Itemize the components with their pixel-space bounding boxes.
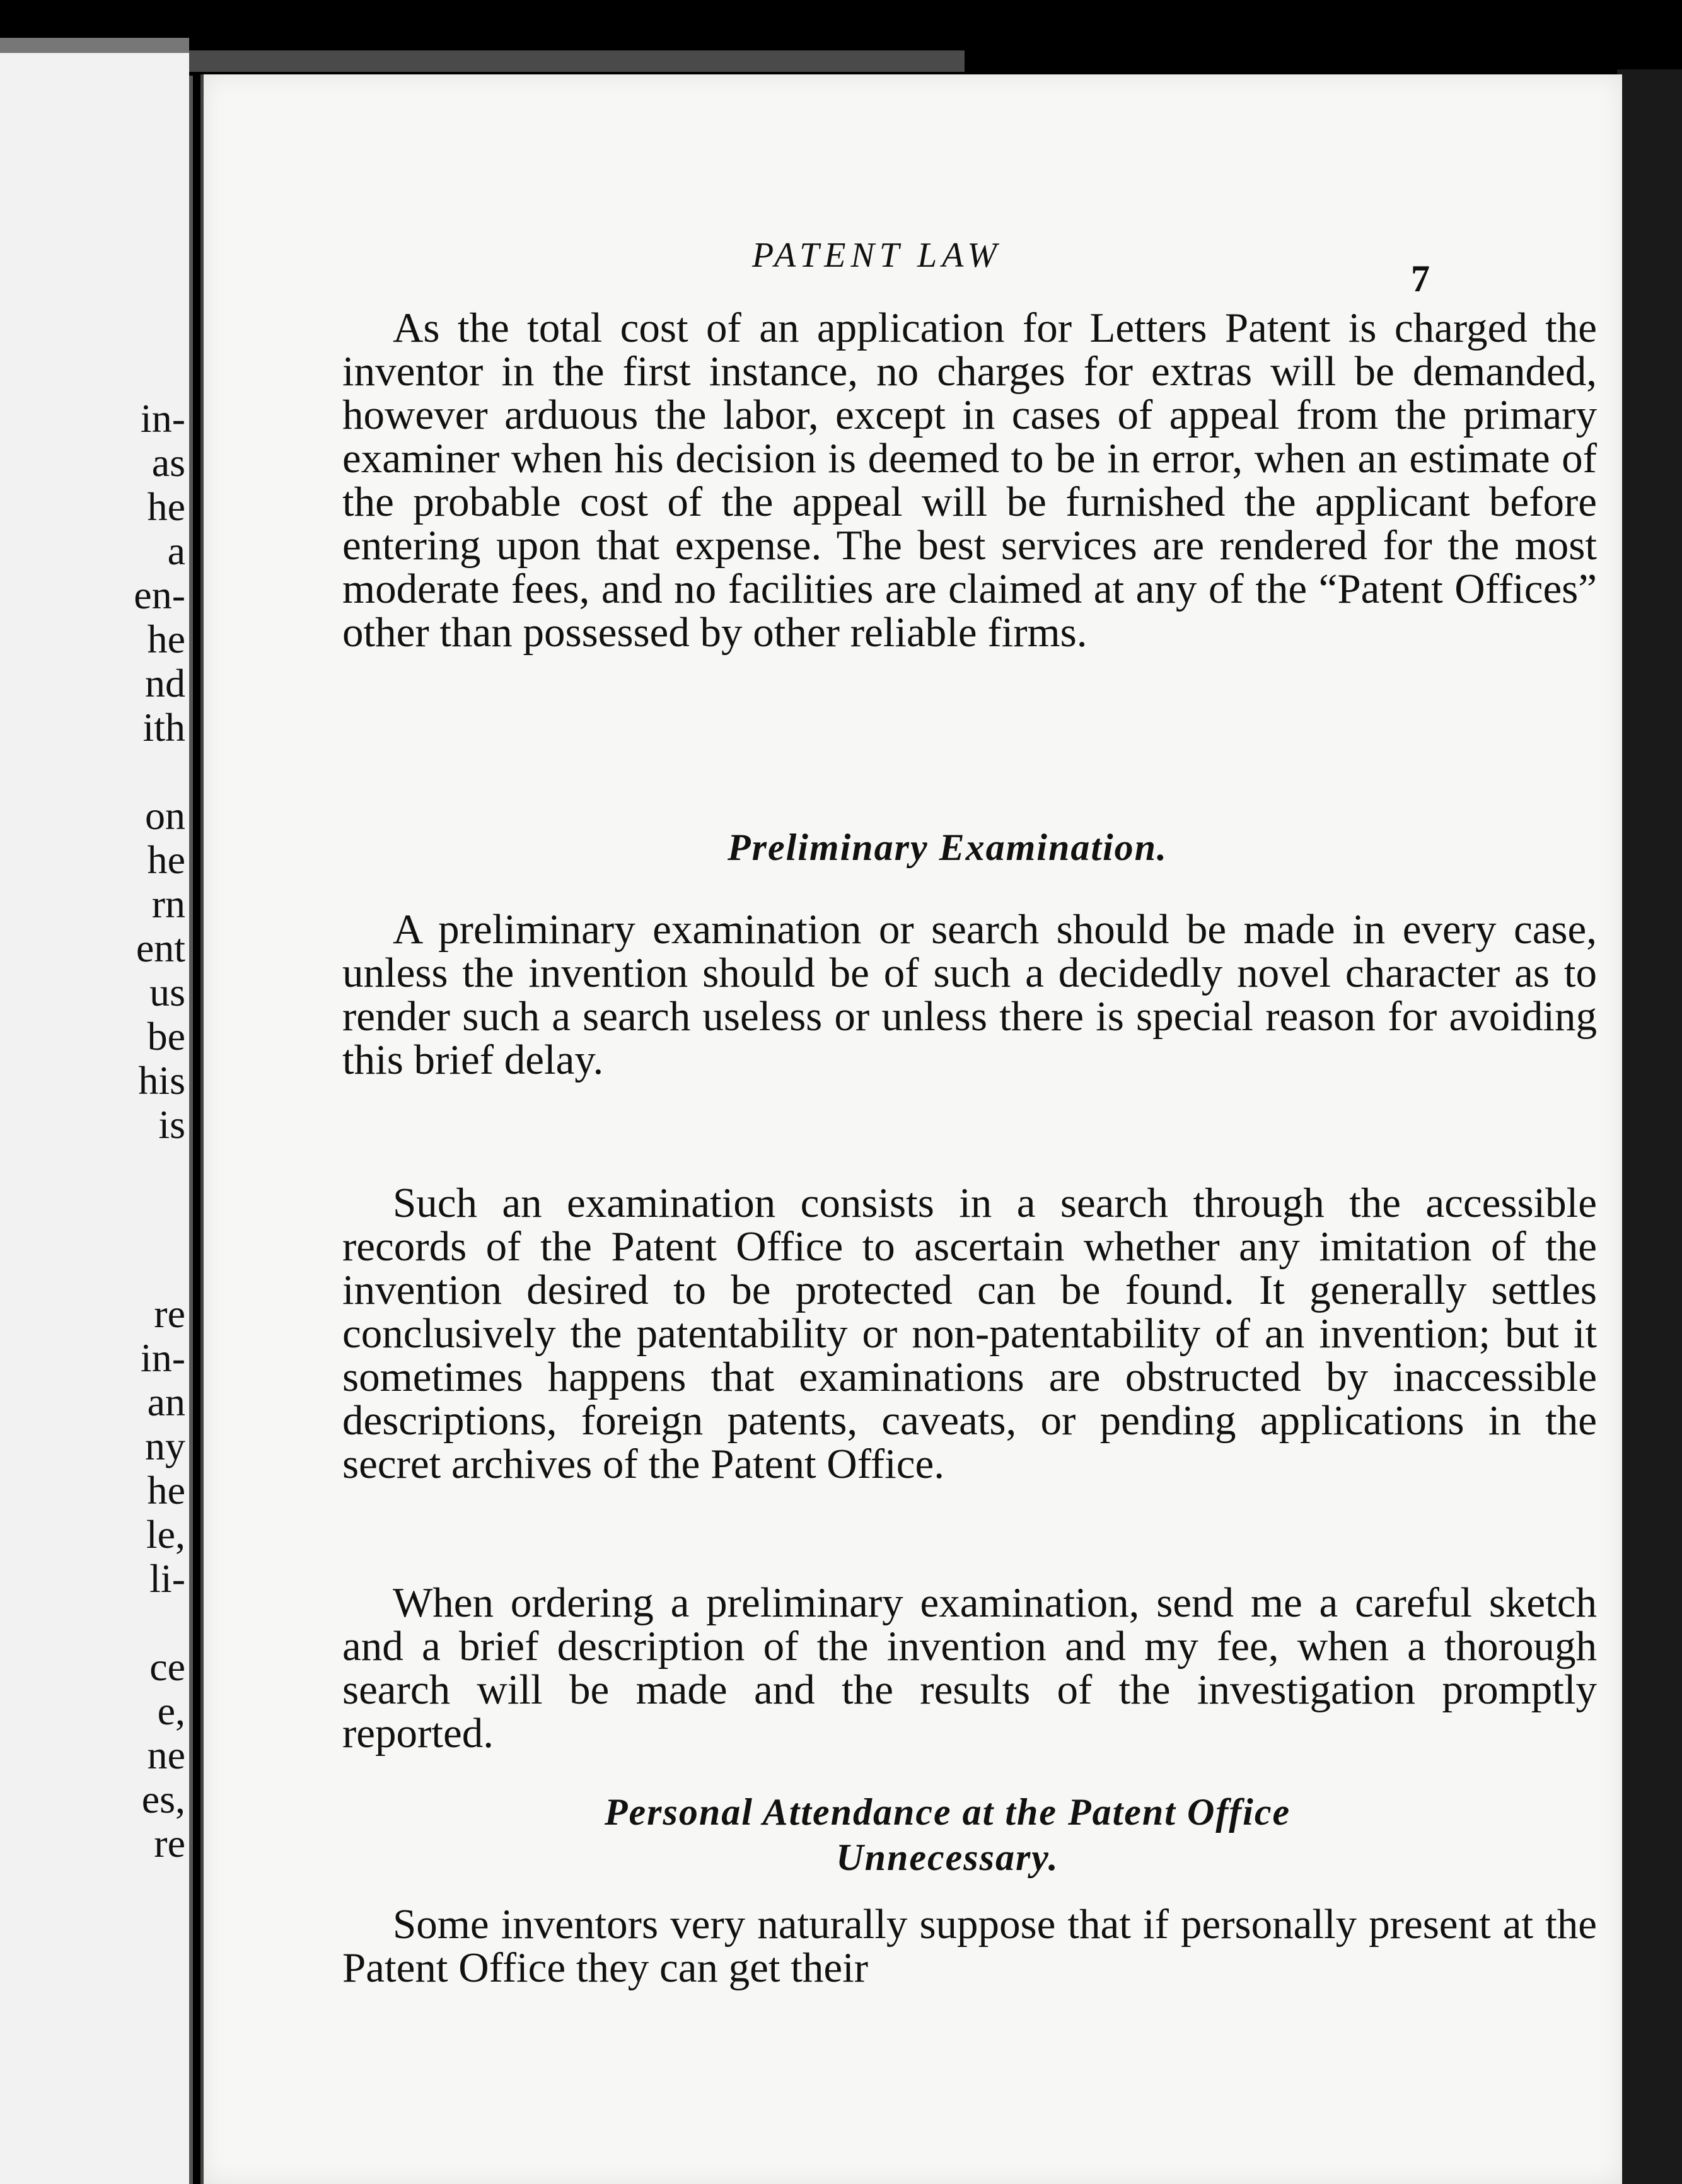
paragraph: A preliminary examination or search should be made in every case, unless the invention should be of such a decidedly novel character as to render such a search useless or unless there is special reason for avoiding this brief delay.	[342, 906, 1597, 1083]
running-head: PATENT LAW	[752, 236, 1002, 275]
section-heading-line: Personal Attendance at the Patent Office	[604, 1791, 1291, 1833]
text-fragment: nd	[145, 661, 185, 706]
text-fragment: ne	[147, 1733, 185, 1777]
text-fragment: in-	[140, 1335, 185, 1380]
text-fragment: his	[138, 1058, 185, 1103]
paragraph: Such an examination consists in a search through the accessible records of the Patent Office to ascertain whether any imitation of the invention desired to be protected can be found. It generally settles conclusively the patentability or non-patentability of an invention; but it sometimes happens that examinations are obstructed by inaccessible descriptions, foreign patents, caveats, or pending applications in the secret archives of the Patent Office.	[342, 1180, 1597, 1487]
page-number: 7	[1411, 258, 1430, 299]
text-fragment: e,	[157, 1688, 185, 1733]
text-fragment: rn	[151, 881, 185, 926]
text-fragment: ny	[145, 1424, 185, 1468]
book-page	[200, 74, 1622, 2184]
text-fragment: es,	[141, 1777, 185, 1821]
text-fragment: be	[147, 1014, 185, 1059]
text-fragment: li-	[149, 1556, 185, 1601]
text-fragment: is	[158, 1102, 185, 1147]
page-right-edge	[1617, 69, 1682, 2184]
page-edge	[0, 38, 189, 53]
paragraph: Some inventors very naturally suppose that if personally present at the Patent Office they can get their	[342, 1901, 1597, 1991]
text-fragment: he	[147, 837, 185, 882]
text-fragment: re	[154, 1821, 185, 1866]
text-fragment: he	[147, 1468, 185, 1513]
paragraph: As the total cost of an application for Letters Patent is charged the inventor in the first instance, no charges for extras will be demanded, however arduous the labor, except in cases of appeal from the primary examiner when his decision is deemed to be in error, when an estimate of the probable cost of the appeal will be furnished the applicant before entering upon that expense. The best services are rendered for the most moderate fees, and no facilities are claimed at any of the “Patent Offices” other than possessed by other reliable firms.	[342, 305, 1597, 656]
text-fragment: as	[151, 440, 185, 485]
page-top-edge	[189, 50, 965, 72]
section-heading	[317, 1789, 1578, 1880]
text-fragment: ith	[142, 705, 185, 750]
text-fragment: on	[145, 793, 185, 838]
text-fragment: a	[167, 528, 185, 573]
text-fragment: in-	[140, 396, 185, 441]
text-fragment: an	[147, 1380, 185, 1424]
section-heading: Preliminary Examination.	[727, 827, 1168, 868]
section-heading-line: Unnecessary.	[836, 1837, 1059, 1878]
text-fragment: us	[149, 970, 185, 1014]
text-fragment: he	[147, 617, 185, 661]
text-fragment: le,	[146, 1512, 185, 1557]
text-fragment: ent	[136, 926, 185, 970]
text-fragment: en-	[134, 572, 185, 617]
left-page-fragment	[0, 38, 193, 2184]
text-fragment: re	[154, 1291, 185, 1336]
paragraph: When ordering a preliminary examination, send me a careful sketch and a brief description of the invention and my fee, when a thorough search will be made and the results of the investigation promptly reported.	[342, 1579, 1597, 1757]
text-fragment: he	[147, 484, 185, 529]
text-fragment: ce	[149, 1644, 185, 1689]
